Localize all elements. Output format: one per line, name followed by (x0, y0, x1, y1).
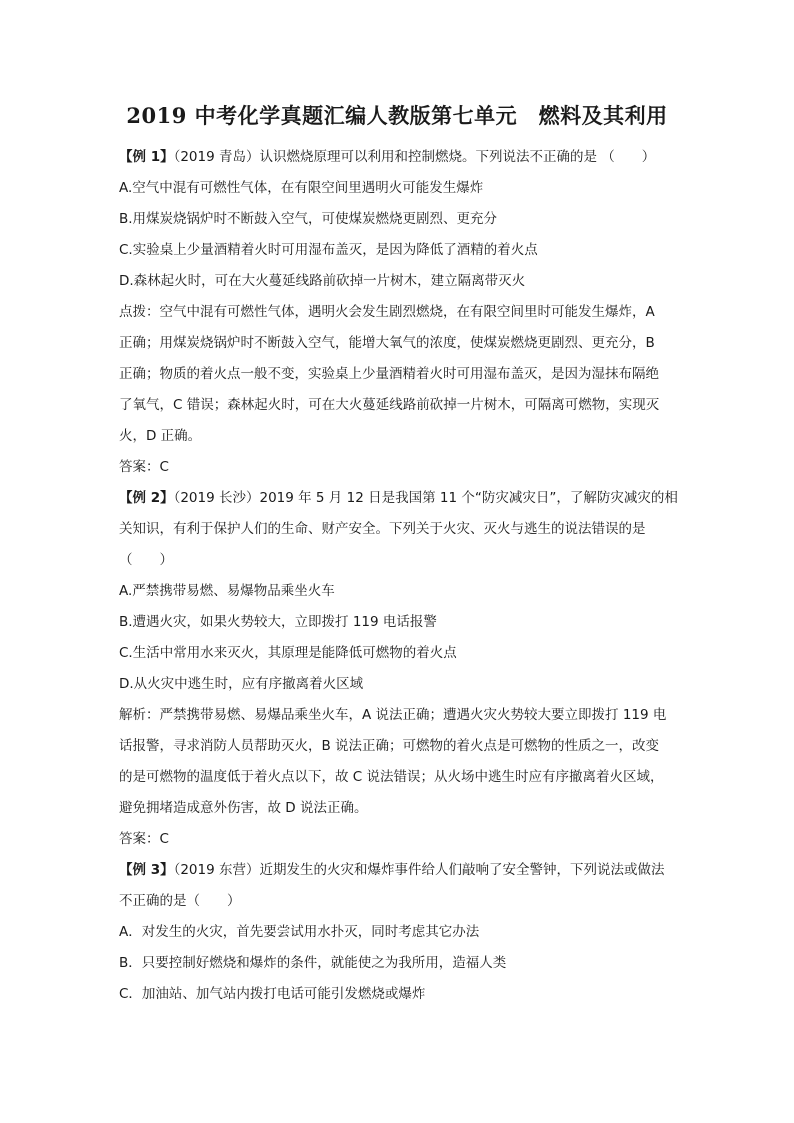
example-2-option-c: C.生活中常用水来灭火，其原理是能降低可燃物的着火点 (119, 645, 457, 661)
example-1-hint-line: 点拨：空气中混有可燃性气体，遇明火会发生剧烈燃烧，在有限空间里时可能发生爆炸，A (119, 304, 655, 320)
example-3-tag: 【例 3】 (119, 862, 174, 878)
example-2-explanation-line: 解析：严禁携带易燃、易爆品乘坐火车，A 说法正确；遭遇火灾火势较大要立即拨打 119 电 (119, 707, 667, 723)
example-1-question-text: （2019 青岛）认识燃烧原理可以利用和控制燃烧。下列说法不正确的是 （ ） (173, 149, 656, 165)
example-3-option-b: B．只要控制好燃烧和爆炸的条件，就能使之为我所用，造福人类 (119, 955, 507, 971)
example-1-question (119, 142, 684, 173)
example-1-tag: 【例 1】 (119, 149, 174, 165)
example-1-option-c: C.实验桌上少量酒精着火时可用湿布盖灭，是因为降低了酒精的着火点 (119, 242, 538, 258)
example-2-question-text: （2019 长沙）2019 年 5 月 12 日是我国第 11 个“防灾减灾日”，了解防灾减灾的相 (173, 490, 678, 506)
example-2-explanation-line: 话报警，寻求消防人员帮助灭火，B 说法正确；可燃物的着火点是可燃物的性质之一，改变 (119, 738, 660, 754)
example-1-option-a: A.空气中混有可燃性气体，在有限空间里遇明火可能发生爆炸 (119, 180, 484, 196)
example-2-answer: 答案：C (119, 831, 169, 847)
example-3-question-line: 不正确的是（ ） (119, 893, 241, 909)
example-1-option-d: D.森林起火时，可在大火蔓延线路前砍掉一片树木，建立隔离带灭火 (119, 273, 526, 289)
example-1-hint-line: 火，D 正确。 (119, 428, 202, 444)
page-title: 2019 中考化学真题汇编人教版第七单元 燃料及其利用 (126, 103, 668, 128)
example-1-hint-line: 正确；用煤炭烧锅炉时不断鼓入空气，能增大氧气的浓度，使煤炭燃烧更剧烈、更充分，B (119, 335, 655, 351)
example-2-option-d: D.从火灾中逃生时，应有序撤离着火区域 (119, 676, 364, 692)
example-2-option-b: B.遭遇火灾，如果火势较大，立即拨打 119 电话报警 (119, 614, 437, 630)
example-3-option-c: C．加油站、加气站内拨打电话可能引发燃烧或爆炸 (119, 986, 426, 1002)
example-1-option-b: B.用煤炭烧锅炉时不断鼓入空气，可使煤炭燃烧更剧烈、更充分 (119, 211, 498, 227)
example-2-explanation-line: 的是可燃物的温度低于着火点以下，故 C 说法错误；从火场中逃生时应有序撤离着火区域， (119, 769, 664, 785)
example-2-question-line: 关知识，有利于保护人们的生命、财产安全。下列关于火灾、灭火与逃生的说法错误的是 (119, 521, 646, 537)
example-3-question (119, 855, 684, 886)
example-2-tag: 【例 2】 (119, 490, 174, 506)
example-1-answer: 答案：C (119, 459, 169, 475)
example-3-question-text: （2019 东营）近期发生的火灾和爆炸事件给人们敲响了安全警钟，下列说法或做法 (173, 862, 665, 878)
example-2-explanation-line: 避免拥堵造成意外伤害，故 D 说法正确。 (119, 800, 368, 816)
document-body (119, 142, 684, 1010)
example-2-question (119, 483, 684, 514)
example-1-hint-line: 了氧气，C 错误；森林起火时，可在大火蔓延线路前砍掉一片树木，可隔离可燃物，实现灭 (119, 397, 660, 413)
example-1-hint-line: 正确；物质的着火点一般不变，实验桌上少量酒精着火时可用湿布盖灭，是因为湿抹布隔绝 (119, 366, 659, 382)
example-2-option-a: A.严禁携带易燃、易爆物品乘坐火车 (119, 583, 335, 599)
example-3-option-a: A．对发生的火灾，首先要尝试用水扑灭，同时考虑其它办法 (119, 924, 480, 940)
example-2-question-line: （ ） (119, 552, 173, 568)
